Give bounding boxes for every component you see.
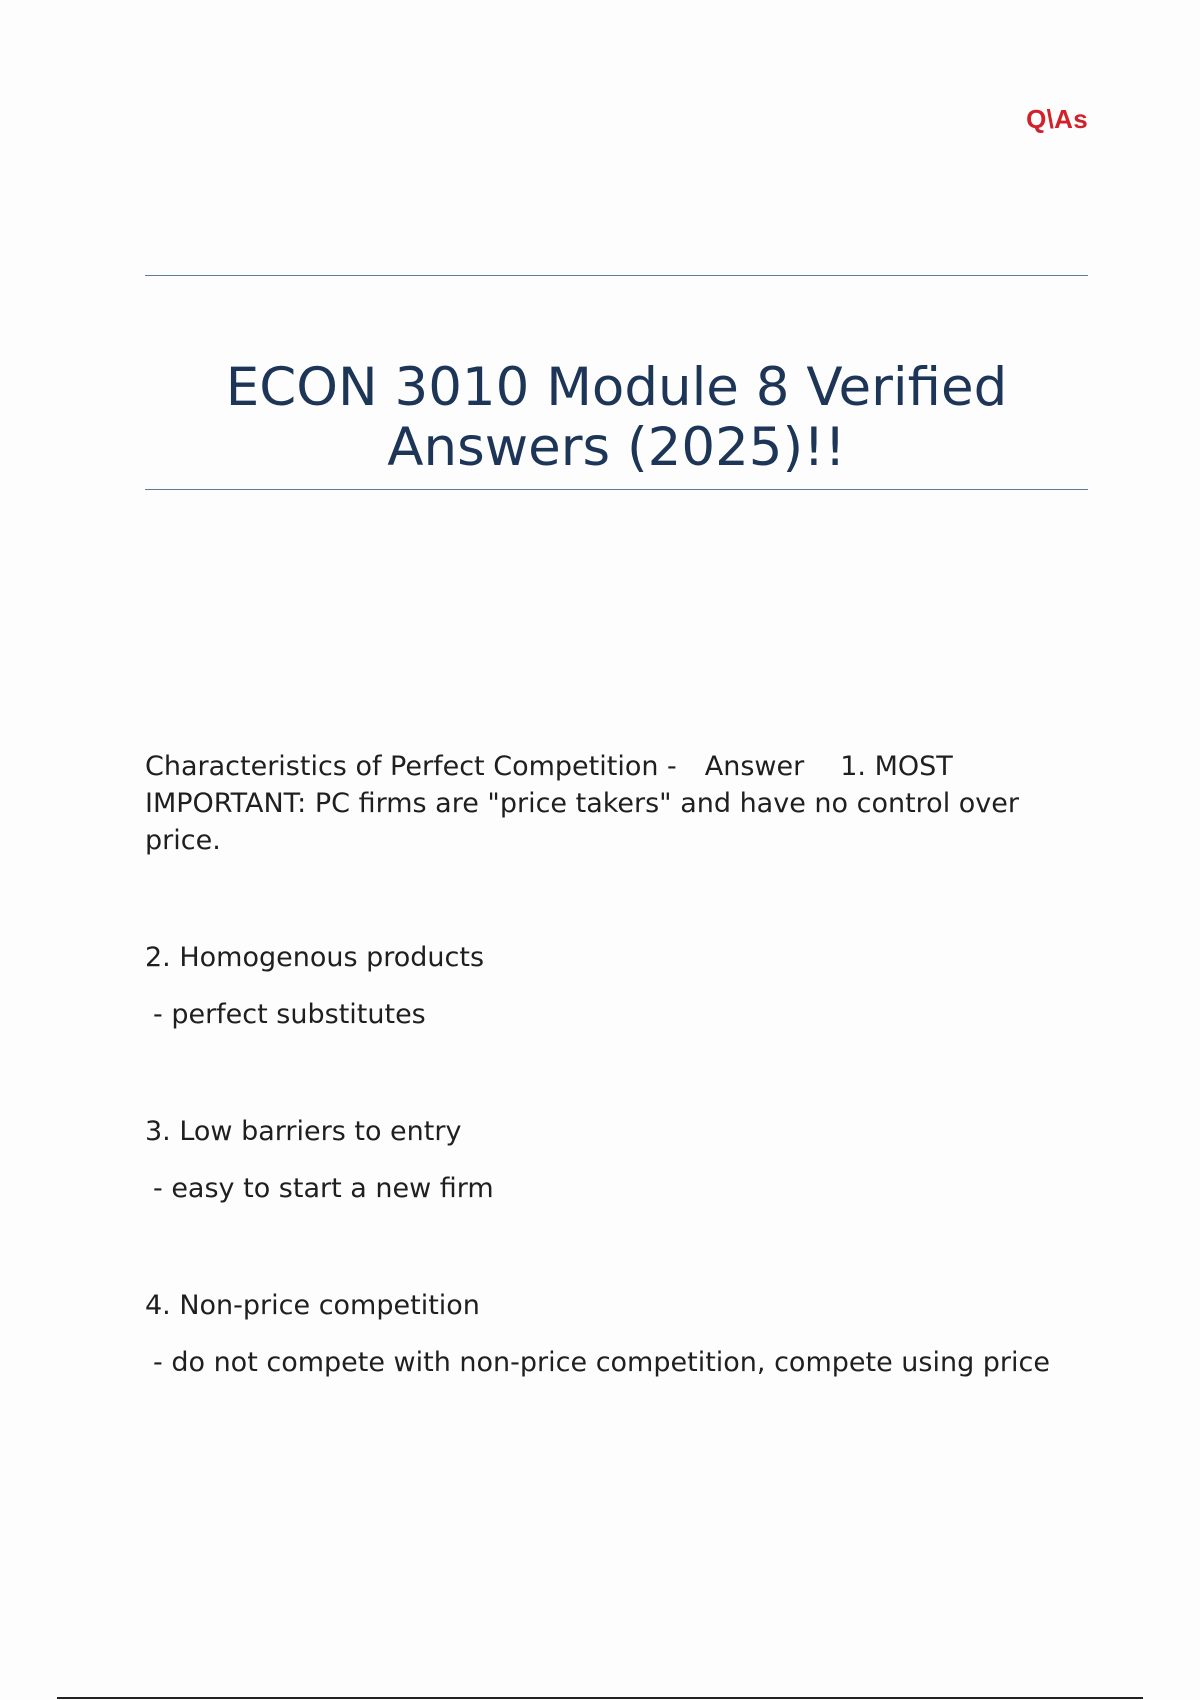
- question-text: Characteristics of Perfect Competition -: [145, 751, 677, 782]
- title-top-rule: [145, 275, 1088, 276]
- list-item-detail: - easy to start a new firm: [153, 1173, 494, 1204]
- answer-label: Answer: [704, 751, 805, 782]
- list-item: [145, 1287, 1095, 1381]
- qa-content: [145, 748, 1095, 1381]
- document-title: ECON 3010 Module 8 Verified Answers (2025)!!: [225, 357, 1008, 478]
- title-bottom-rule: [145, 489, 1088, 490]
- footer-rule: [57, 1697, 1143, 1699]
- list-item-heading: 4. Non-price competition: [145, 1290, 480, 1321]
- list-item-heading: 2. Homogenous products: [145, 942, 485, 973]
- qa-intro: [145, 748, 1095, 859]
- answer-first-point: 1. MOST IMPORTANT: PC firms are "price takers" and have no control over price.: [145, 751, 1019, 856]
- list-item-detail: - do not compete with non-price competition, compete using price: [153, 1347, 1050, 1378]
- list-item: [145, 939, 1095, 1033]
- header-tag: Q\As: [1026, 104, 1088, 134]
- list-item: [145, 1113, 1095, 1207]
- list-item-detail: - perfect substitutes: [153, 999, 426, 1030]
- list-item-heading: 3. Low barriers to entry: [145, 1116, 462, 1147]
